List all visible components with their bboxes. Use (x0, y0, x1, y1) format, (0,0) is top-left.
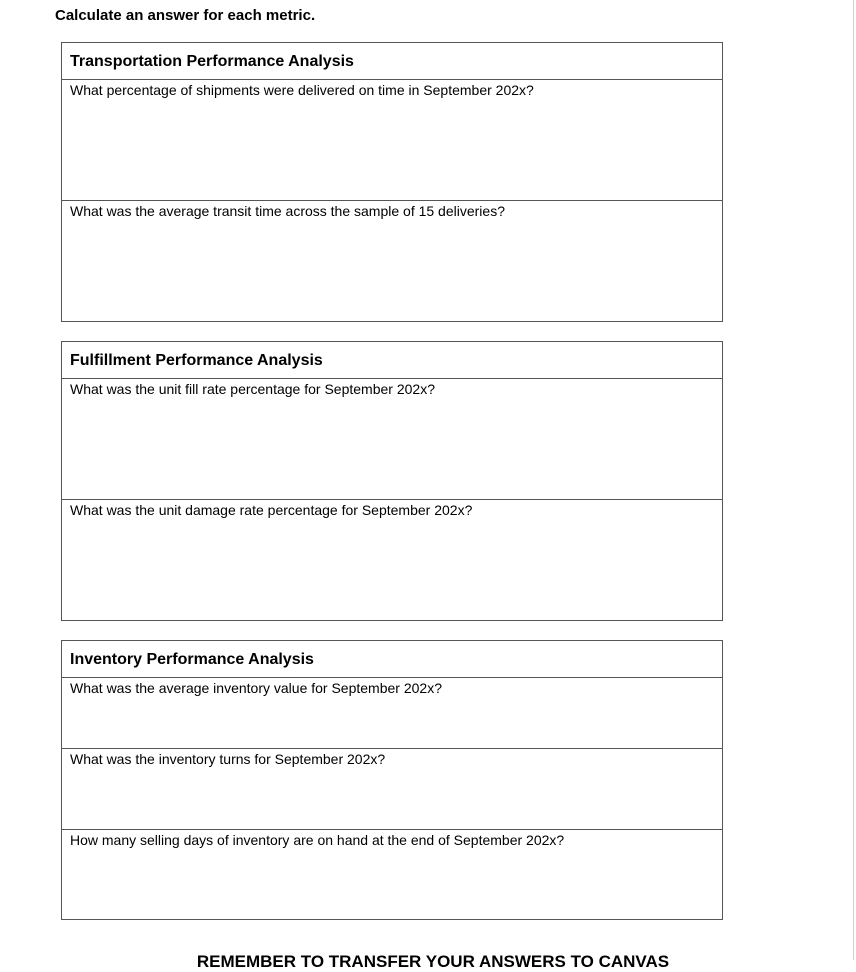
on-time-delivery-question[interactable]: What percentage of shipments were delivered on time in September 202x? (62, 80, 722, 201)
transportation-section-title: Transportation Performance Analysis (62, 43, 722, 80)
inventory-turns-question[interactable]: What was the inventory turns for September 202x? (62, 749, 722, 830)
average-transit-time-question[interactable]: What was the average transit time across the sample of 15 deliveries? (70, 203, 505, 219)
inventory-section-title: Inventory Performance Analysis (62, 641, 722, 678)
inventory-section (61, 640, 723, 920)
instructions-heading: Calculate an answer for each metric. (55, 7, 316, 24)
unit-damage-rate-question[interactable]: What was the unit damage rate percentage for September 202x? (70, 502, 473, 518)
selling-days-on-hand-question[interactable]: How many selling days of inventory are on hand at the end of September 202x? (70, 832, 565, 848)
transportation-section (61, 42, 723, 322)
average-inventory-value-question[interactable]: What was the average inventory value for September 202x? (62, 678, 722, 749)
transfer-reminder: REMEMBER TO TRANSFER YOUR ANSWERS TO CANVAS (196, 952, 670, 971)
page-edge-divider (853, 0, 854, 960)
fulfillment-section-title: Fulfillment Performance Analysis (62, 342, 722, 379)
fulfillment-section (61, 341, 723, 621)
unit-fill-rate-question[interactable]: What was the unit fill rate percentage for September 202x? (62, 379, 722, 500)
